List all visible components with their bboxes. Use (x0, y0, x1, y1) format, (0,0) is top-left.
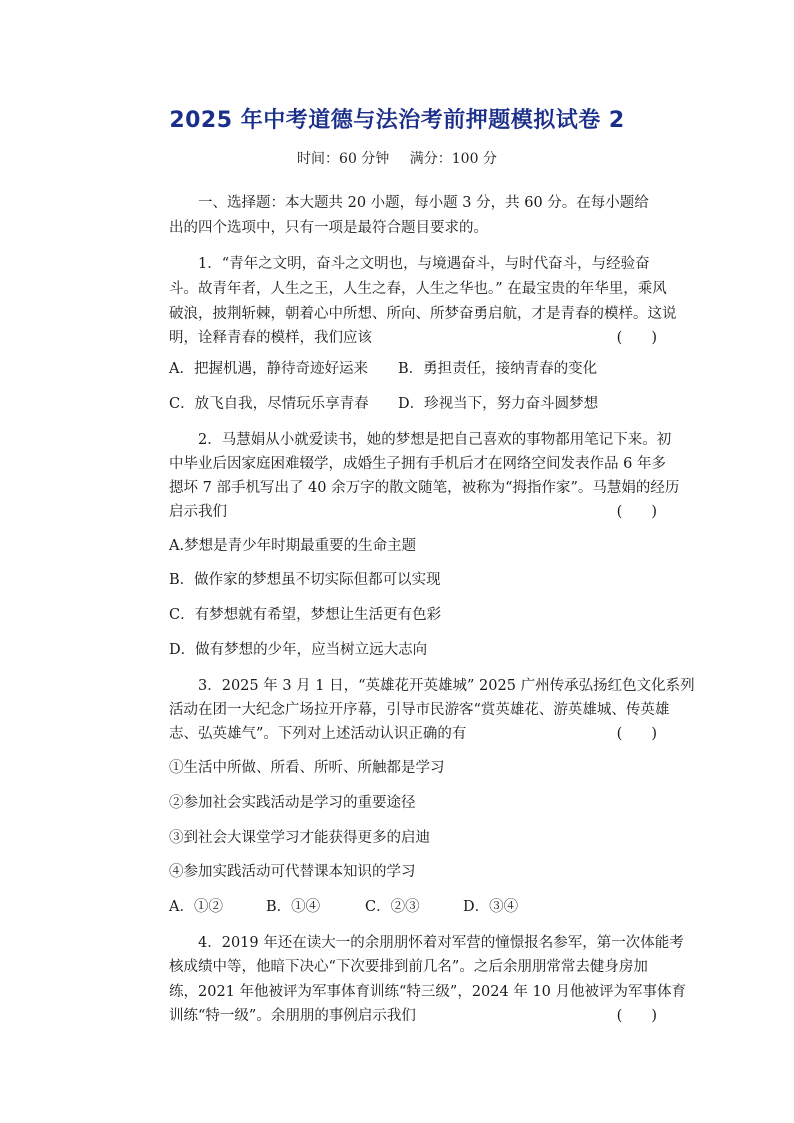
page-title: 2025 年中考道德与法治考前押题模拟试卷 2 (169, 108, 625, 133)
answer-blank: ( ) (616, 504, 657, 520)
q4-stem-line: 4．2019 年还在读大一的余朋朋怀着对军营的憧憬报名参军，第一次体能考 (198, 935, 684, 951)
q3-stem-line: 活动在团一大纪念广场拉开序幕，引导市民游客“赏英雄花、游英雄城、传英雄 (169, 702, 670, 718)
q2-stem-line: 摁坏 7 部手机写出了 40 余万字的散文随笔，被称为“拇指作家”。马慧娟的经历 (169, 480, 680, 496)
q1-option-b: B．勇担责任，接纳青春的变化 (398, 361, 598, 377)
q3-item-2: ②参加社会实践活动是学习的重要途径 (169, 795, 416, 811)
q2-option-a: A.梦想是青少年时期最重要的生命主题 (169, 538, 417, 554)
q4-stem-line: 核成绩中等，他暗下决心“下次要排到前几名”。之后余朋朋常常去健身房加 (169, 959, 648, 975)
q3-item-3: ③到社会大课堂学习才能获得更多的启迪 (169, 830, 430, 846)
q1-stem-line: 明，诠释青春的模样，我们应该 ( ) (169, 325, 657, 351)
q3-option-a: A．①② (169, 899, 223, 915)
answer-blank: ( ) (616, 1008, 657, 1024)
q1-option-d: D．珍视当下，努力奋斗圆梦想 (398, 396, 599, 412)
q1-stem-line: 1．“青年之文明，奋斗之文明也，与境遇奋斗，与时代奋斗，与经验奋 (198, 256, 650, 272)
q3-stem-line: 3．2025 年 3 月 1 日，“英雄花开英雄城” 2025 广州传承弘扬红色文化系列 (198, 678, 695, 694)
q4-stem-line: 训练“特一级”。余朋朋的事例启示我们 ( ) (169, 1003, 657, 1029)
q1-option-c: C．放飞自我，尽情玩乐享青春 (169, 396, 369, 412)
q3-option-c: C．②③ (365, 899, 420, 915)
q3-stem-line: 志、弘英雄气”。下列对上述活动认识正确的有 ( ) (169, 721, 657, 747)
q3-option-b: B．①④ (266, 899, 321, 915)
answer-blank: ( ) (616, 330, 657, 346)
q1-stem-line: 破浪，披荆斩棘，朝着心中所想、所向、所梦奋勇启航，才是青春的模样。这说 (169, 306, 677, 322)
answer-blank: ( ) (616, 726, 657, 742)
q1-options-row (169, 391, 657, 417)
q1-options-row (169, 356, 657, 382)
q2-option-c: C．有梦想就有希望，梦想让生活更有色彩 (169, 607, 442, 623)
time-limit: 时间：60 分钟 (297, 151, 390, 167)
q1-stem-line: 斗。故青年者，人生之王，人生之春，人生之华也。” 在最宝贵的年华里，乘风 (169, 281, 667, 297)
q2-stem-line: 2．马慧娟从小就爱读书，她的梦想是把自己喜欢的事物都用笔记下来。初 (198, 432, 672, 448)
q2-option-b: B．做作家的梦想虽不切实际但都可以实现 (169, 572, 441, 588)
section-instructions: 一、选择题：本大题共 20 小题，每小题 3 分，共 60 分。在每小题给出的四个选项中，只有一项是最符合题目要求的。 (169, 195, 649, 236)
q4-stem-line: 练，2021 年他被评为军事体育训练“特三级”，2024 年 10 月他被评为军事体育 (169, 984, 687, 1000)
q1-option-a: A．把握机遇，静待奇迹好运来 (169, 361, 368, 377)
q3-item-4: ④参加实践活动可代替课本知识的学习 (169, 864, 416, 880)
q3-item-1: ①生活中所做、所看、所听、所触都是学习 (169, 760, 445, 776)
q2-stem-line: 中毕业后因家庭困难辍学，成婚生子拥有手机后才在网络空间发表作品 6 年多 (169, 456, 666, 472)
q3-option-d: D．③④ (463, 899, 519, 915)
full-score: 满分：100 分 (409, 151, 497, 167)
q2-option-d: D．做有梦想的少年，应当树立远大志向 (169, 642, 428, 658)
exam-meta (0, 148, 794, 168)
q3-options-row (169, 894, 657, 920)
q2-stem-line: 启示我们 ( ) (169, 499, 657, 525)
